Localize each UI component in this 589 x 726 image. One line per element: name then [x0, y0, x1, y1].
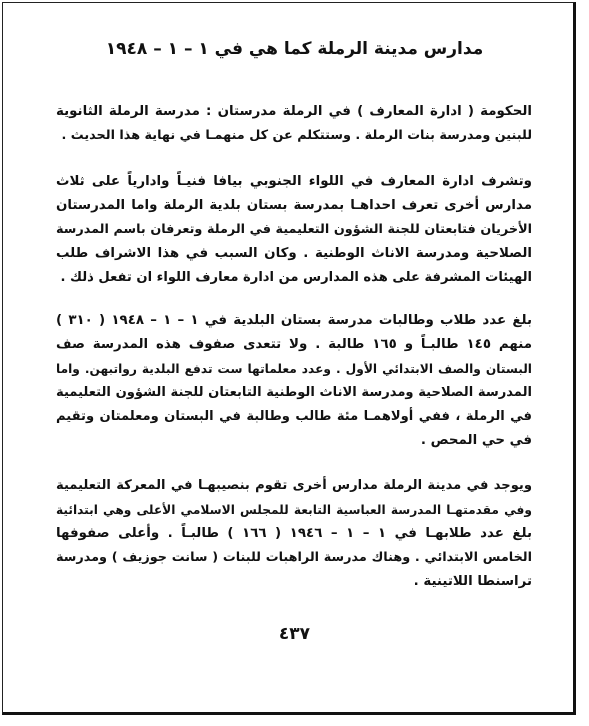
text-line: البستان والصف الابتدائي الأول . وعدد معلماتها ست تدفع البلدية رواتبهن. واما [56, 362, 532, 376]
text-line: المدرسة الصلاحية ومدرسة الاناث الوطنية التابعتان للجنة الشؤون التعليمية [56, 385, 532, 400]
text-line: بلغ عدد طلاب وطالبات مدرسة بستان البلدية في ١ – ١ – ١٩٤٨ ( ٣١٠ ) [56, 313, 532, 328]
text-line: ويوجد في مدينة الرملة مدارس أخرى تقوم بنصيبهـا في المعركة التعليمية [56, 478, 532, 493]
text-line: مدارس أخرى تعرف احداهـا بمدرسة بستان بلدية الرملة واما المدرستان [56, 198, 532, 213]
text-line: في الرملة ، ففي أولاهمـا مئة طالب وطالبة في البستان ومعلمتان وتقيم [56, 409, 532, 424]
text-line: الهيئات المشرفة على هذه المدارس من ادارة معارف اللواء ان تفعل ذلك . [60, 270, 532, 285]
text-line: للبنين ومدرسة بنات الرملة . وستتكلم عن كل منهمـا في نهاية هذا الحديث . [61, 128, 532, 143]
text-line: تراسنطا اللاتينية . [413, 574, 532, 589]
text-line: الصلاحية ومدرسة الاناث الوطنية . وكان السبب في هذا الاشراف طلب [56, 246, 532, 261]
text-line: في حي المحص . [420, 433, 532, 448]
text-line: وفي مقدمتهـا المدرسة العباسية التابعة للمجلس الاسلامي الأعلى وهي ابتدائية [56, 503, 532, 517]
text-line: منهم ١٤٥ طالبـاً و ١٦٥ طالبة . ولا تتعدى صفوف هذه المدرسة صف [56, 337, 532, 352]
page-number: ٤٣٧ [278, 624, 311, 644]
text-line: الخامس الابتدائي . وهناك مدرسة الراهبات للبنات ( سانت جوزيف ) ومدرسة [56, 550, 532, 565]
paragraph [56, 309, 532, 453]
page-title: مدارس مدينة الرملة كما هي في ١ – ١ – ١٩٤٨ [105, 39, 484, 59]
text-line: وتشرف ادارة المعارف في اللواء الجنوبي بيافا فنيـاً وادارياً على ثلاث [56, 174, 532, 189]
text-line: بلغ عدد طلابهـا في ١ – ١ – ١٩٤٦ ( ١٦٦ ) طالبـاً . وأعلى صفوفها [56, 526, 532, 541]
paragraph [56, 474, 532, 594]
text-line: الحكومة ( ادارة المعارف ) في الرملة مدرستان : مدرسة الرملة الثانوية [56, 104, 532, 119]
text-line: الأخريان فتابعتان للجنة الشؤون التعليمية في الرملة وتعرفان باسم المدرسة [56, 222, 532, 237]
paragraph [56, 100, 532, 148]
paragraph [56, 170, 532, 290]
